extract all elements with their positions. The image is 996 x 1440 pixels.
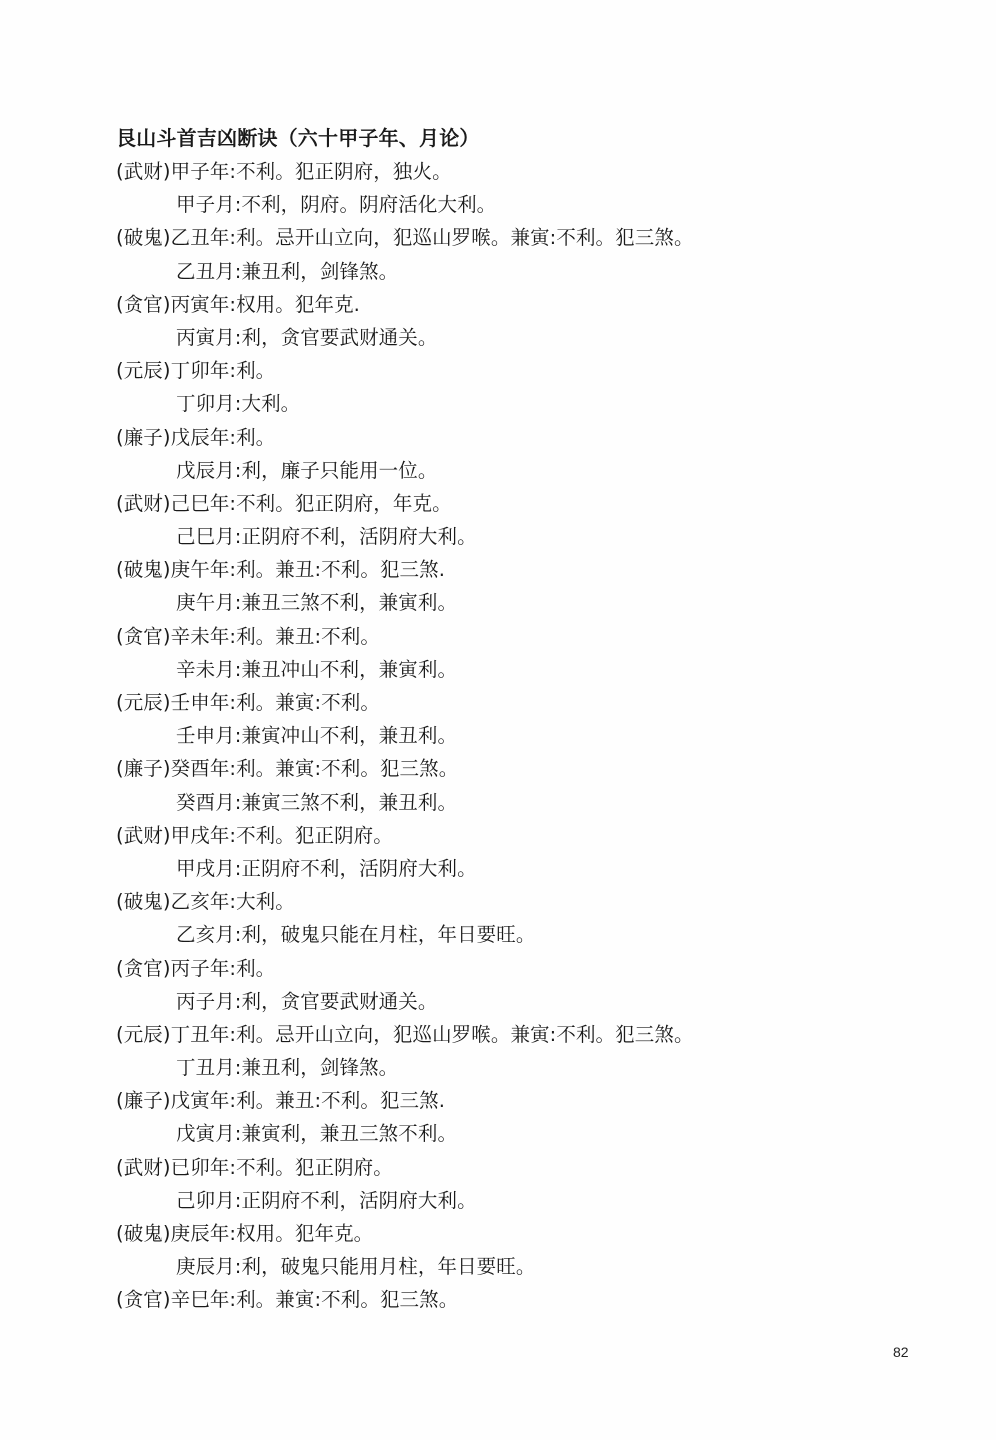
- month-entry: 庚午月:兼丑三煞不利，兼寅利。: [176, 591, 458, 615]
- month-entry: 乙丑月:兼丑利，剑锋煞。: [176, 259, 399, 283]
- month-entry: 丙寅月:利，贪官要武财通关。: [176, 325, 438, 349]
- entry-list: [116, 155, 936, 1317]
- month-entry: 壬申月:兼寅冲山不利，兼丑利。: [176, 724, 458, 748]
- month-entry: 己卯月:正阴府不利，活阴府大利。: [176, 1188, 477, 1212]
- month-entry: 乙亥月:利，破鬼只能在月柱，年日要旺。: [176, 923, 536, 947]
- year-entry: (廉子)戊辰年:利。: [116, 425, 276, 449]
- year-entry: (元辰)壬申年:利。兼寅:不利。: [116, 691, 380, 714]
- year-entry: (贪官)丙子年:利。: [116, 956, 276, 980]
- year-entry: (廉子)戊寅年:利。兼丑:不利。犯三煞.: [116, 1089, 446, 1113]
- month-entry: 甲戌月:正阴府不利，活阴府大利。: [176, 856, 477, 880]
- month-entry: 癸酉月:兼寅三煞不利，兼丑利。: [176, 790, 458, 814]
- year-entry: (元辰)丁丑年:利。忌开山立向，犯巡山罗喉。兼寅:不利。犯三煞。: [116, 1022, 694, 1046]
- year-entry: (元辰)丁卯年:利。: [116, 359, 276, 383]
- year-entry: (廉子)癸酉年:利。兼寅:不利。犯三煞。: [116, 757, 459, 781]
- year-entry: (武财)己巳年:不利。犯正阴府，年克。: [116, 491, 452, 515]
- year-entry: (破鬼)庚午年:利。兼丑:不利。犯三煞.: [116, 558, 446, 582]
- month-entry: 丁丑月:兼丑利，剑锋煞。: [176, 1056, 399, 1080]
- year-entry: (武财)甲戌年:不利。犯正阴府。: [116, 823, 393, 847]
- month-entry: 戊辰月:利，廉子只能用一位。: [176, 458, 438, 482]
- section-title: 艮山斗首吉凶断诀（六十甲子年、月论）: [116, 126, 480, 150]
- year-entry: (破鬼)庚辰年:权用。犯年克。: [116, 1222, 374, 1245]
- year-entry: (武财)已卯年:不利。犯正阴府。: [116, 1155, 393, 1179]
- year-entry: (破鬼)乙丑年:利。忌开山立向，犯巡山罗喉。兼寅:不利。犯三煞。: [116, 226, 694, 250]
- year-entry: (贪官)辛巳年:利。兼寅:不利。犯三煞。: [116, 1288, 459, 1312]
- year-entry: (武财)甲子年:不利。犯正阴府，独火。: [116, 160, 452, 183]
- month-entry: 己巳月:正阴府不利，活阴府大利。: [176, 525, 477, 549]
- page-number: 82: [893, 1344, 909, 1360]
- document-body: [116, 122, 936, 1317]
- month-entry: 甲子月:不利，阴府。阴府活化大利。: [176, 193, 497, 217]
- month-entry: 辛未月:兼丑冲山不利，兼寅利。: [176, 657, 458, 681]
- year-entry: (贪官)辛未年:利。兼丑:不利。: [116, 624, 380, 648]
- year-entry: (破鬼)乙亥年:大利。: [116, 890, 295, 914]
- month-entry: 丙子月:利，贪官要武财通关。: [176, 989, 438, 1013]
- month-entry: 庚辰月:利，破鬼只能用月柱，年日要旺。: [176, 1255, 536, 1279]
- month-entry: 丁卯月:大利。: [176, 392, 301, 416]
- month-entry: 戊寅月:兼寅利，兼丑三煞不利。: [176, 1122, 458, 1146]
- year-entry: (贪官)丙寅年:权用。犯年克.: [116, 292, 360, 316]
